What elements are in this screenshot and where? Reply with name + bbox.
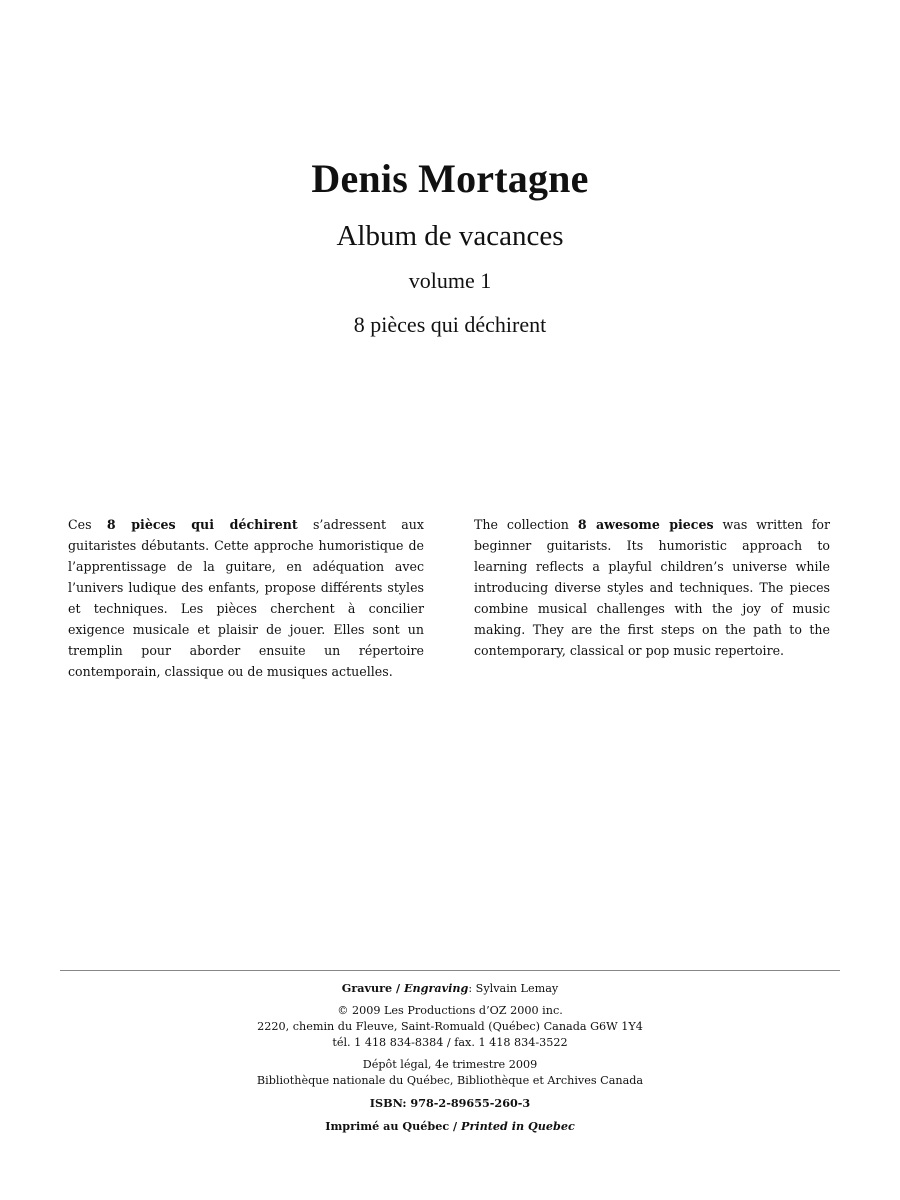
engraving-label-fr: Gravure	[341, 981, 393, 995]
engraver-name: : Sylvain Lemay	[468, 982, 559, 995]
album-title: Album de vacances	[336, 220, 564, 252]
english-lead: The collection	[474, 517, 578, 532]
legal-deposit: Dépôt légal, 4e trimestre 2009	[362, 1058, 538, 1071]
divider-rule	[60, 970, 840, 971]
publisher-phone: tél. 1 418 834-8384 / fax. 1 418 834-3522	[332, 1036, 568, 1049]
french-lead: Ces	[68, 517, 107, 532]
french-body: s’adressent aux guitaristes débutants. Cette approche humoristique de l’apprentissage de la guitare, en adéquation avec l’univers ludique des enfants, propose différents styles et techniques. Les pièces cherchent à concilier exigence musicale et plaisir de jouer. Elles sont un tremplin pour aborder ensuite un répertoire contemporain, classique ou de musiques actuelles.	[68, 517, 424, 679]
printed-separator: /	[449, 1119, 462, 1133]
printed-en: Printed in Quebec	[461, 1119, 575, 1133]
volume-label: volume 1	[408, 268, 492, 293]
colophon	[0, 980, 900, 1135]
engraving-label-en: Engraving	[404, 981, 469, 995]
english-bold-title: 8 awesome pieces	[577, 517, 714, 532]
engraving-separator: /	[392, 981, 404, 995]
author-name: Denis Mortagne	[311, 156, 589, 201]
english-description	[474, 514, 830, 661]
printed-in	[0, 1118, 900, 1135]
publisher-address: 2220, chemin du Fleuve, Saint-Romuald (Québec) Canada G6W 1Y4	[257, 1020, 643, 1033]
engraving-credit	[0, 980, 900, 997]
french-description	[68, 514, 424, 682]
subtitle: 8 pièces qui déchirent	[353, 312, 547, 337]
french-bold-title: 8 pièces qui déchirent	[106, 517, 298, 532]
english-body: was written for beginner guitarists. Its humoristic approach to learning reflects a playful children’s universe while introducing diverse styles and techniques. The pieces combine musical challenges with the joy of music making. They are the first steps on the path to the contemporary, classical or pop music repertoire.	[474, 517, 831, 658]
copyright: © 2009 Les Productions d’OZ 2000 inc.	[337, 1004, 563, 1017]
printed-fr: Imprimé au Québec	[325, 1119, 450, 1133]
isbn-value: ISBN: 978-2-89655-260-3	[369, 1096, 531, 1110]
library-credits: Bibliothèque nationale du Québec, Bibliothèque et Archives Canada	[256, 1074, 644, 1087]
isbn	[0, 1095, 900, 1112]
